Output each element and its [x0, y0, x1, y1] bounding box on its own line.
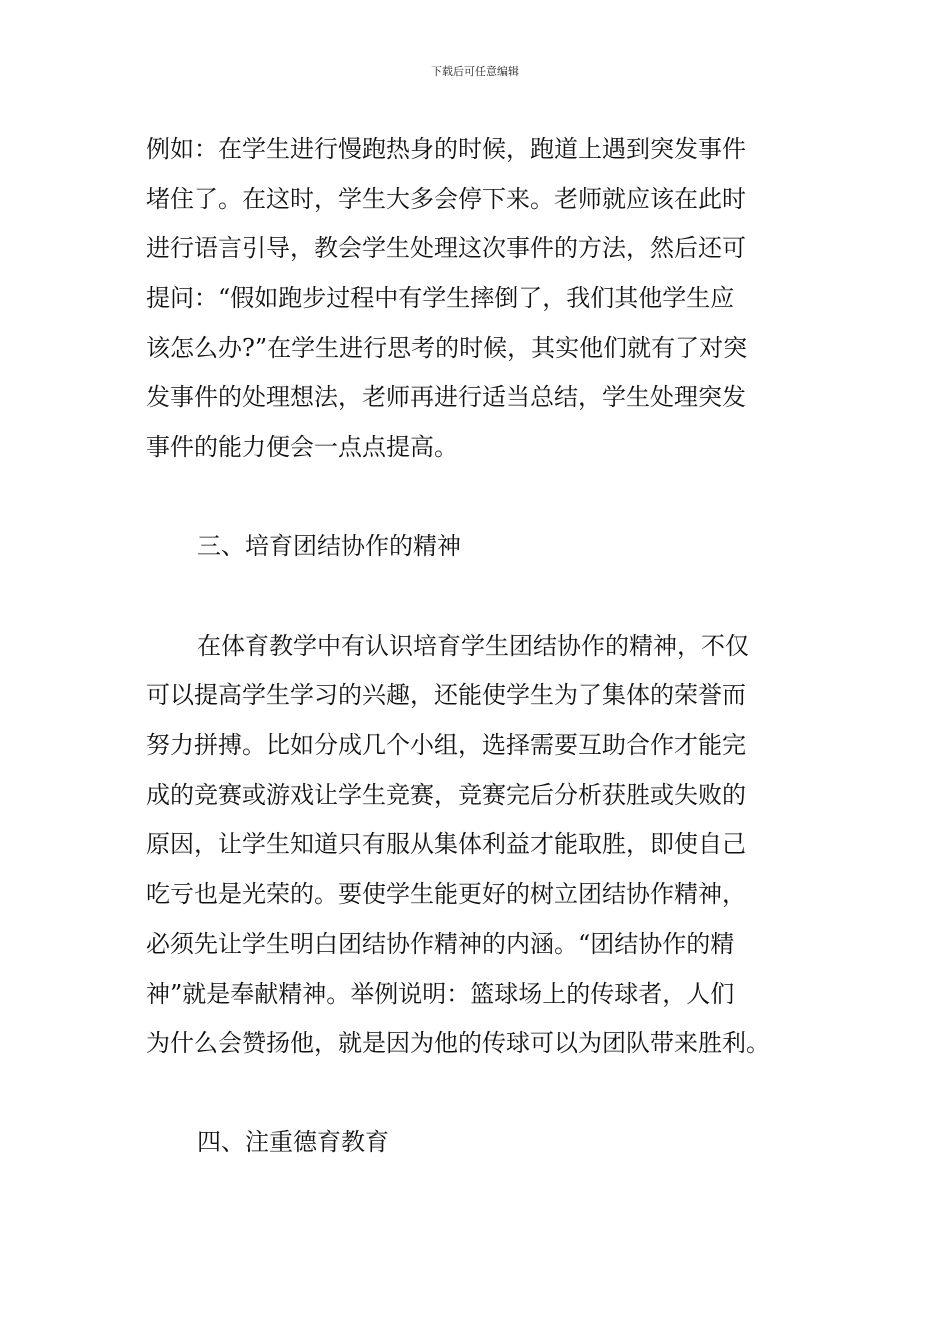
- section-heading-3: 三、培育团结协作的精神: [197, 532, 461, 560]
- paragraph-2-line-2: 可以提高学生学习的兴趣，还能使学生为了集体的荣誉而: [146, 681, 746, 709]
- paragraph-2-line-7: 必须先让学生明白团结协作精神的内涵。“团结协作的精: [146, 930, 735, 958]
- paragraph-2-line-1: 在体育教学中有认识培育学生团结协作的精神，不仅: [197, 632, 749, 660]
- paragraph-2-line-9: 为什么会赞扬他，就是因为他的传球可以为团队带来胜利。: [146, 1029, 770, 1057]
- paragraph-2-line-5: 原因，让学生知道只有服从集体利益才能取胜，即使自己: [146, 830, 746, 858]
- paragraph-2-line-4: 成的竞赛或游戏让学生竞赛，竞赛完后分析获胜或失败的: [146, 781, 746, 809]
- paragraph-1-line-5: 该怎么办?”在学生进行思考的时候，其实他们就有了对突: [146, 334, 748, 362]
- paragraph-1-line-7: 事件的能力便会一点点提高。: [146, 433, 458, 461]
- paragraph-2-line-8: 神”就是奉献精神。举例说明：篮球场上的传球者，人们: [146, 980, 735, 1008]
- paragraph-1-line-3: 进行语言引导，教会学生处理这次事件的方法，然后还可: [146, 234, 746, 262]
- paragraph-2-line-3: 努力拼搏。比如分成几个小组，选择需要互助合作才能完: [146, 731, 746, 759]
- paragraph-1-line-1: 例如：在学生进行慢跑热身的时候，跑道上遇到突发事件: [146, 135, 746, 163]
- paragraph-1-line-6: 发事件的处理想法，老师再进行适当总结，学生处理突发: [146, 383, 746, 411]
- paragraph-1-line-2: 堵住了。在这时，学生大多会停下来。老师就应该在此时: [146, 185, 746, 213]
- paragraph-2-line-6: 吃亏也是光荣的。要使学生能更好的树立团结协作精神，: [146, 880, 746, 908]
- paragraph-1-line-4: 提问：“假如跑步过程中有学生摔倒了，我们其他学生应: [146, 284, 735, 312]
- section-heading-4: 四、注重德育教育: [197, 1128, 389, 1156]
- page-header: 下载后可任意编辑: [431, 65, 519, 78]
